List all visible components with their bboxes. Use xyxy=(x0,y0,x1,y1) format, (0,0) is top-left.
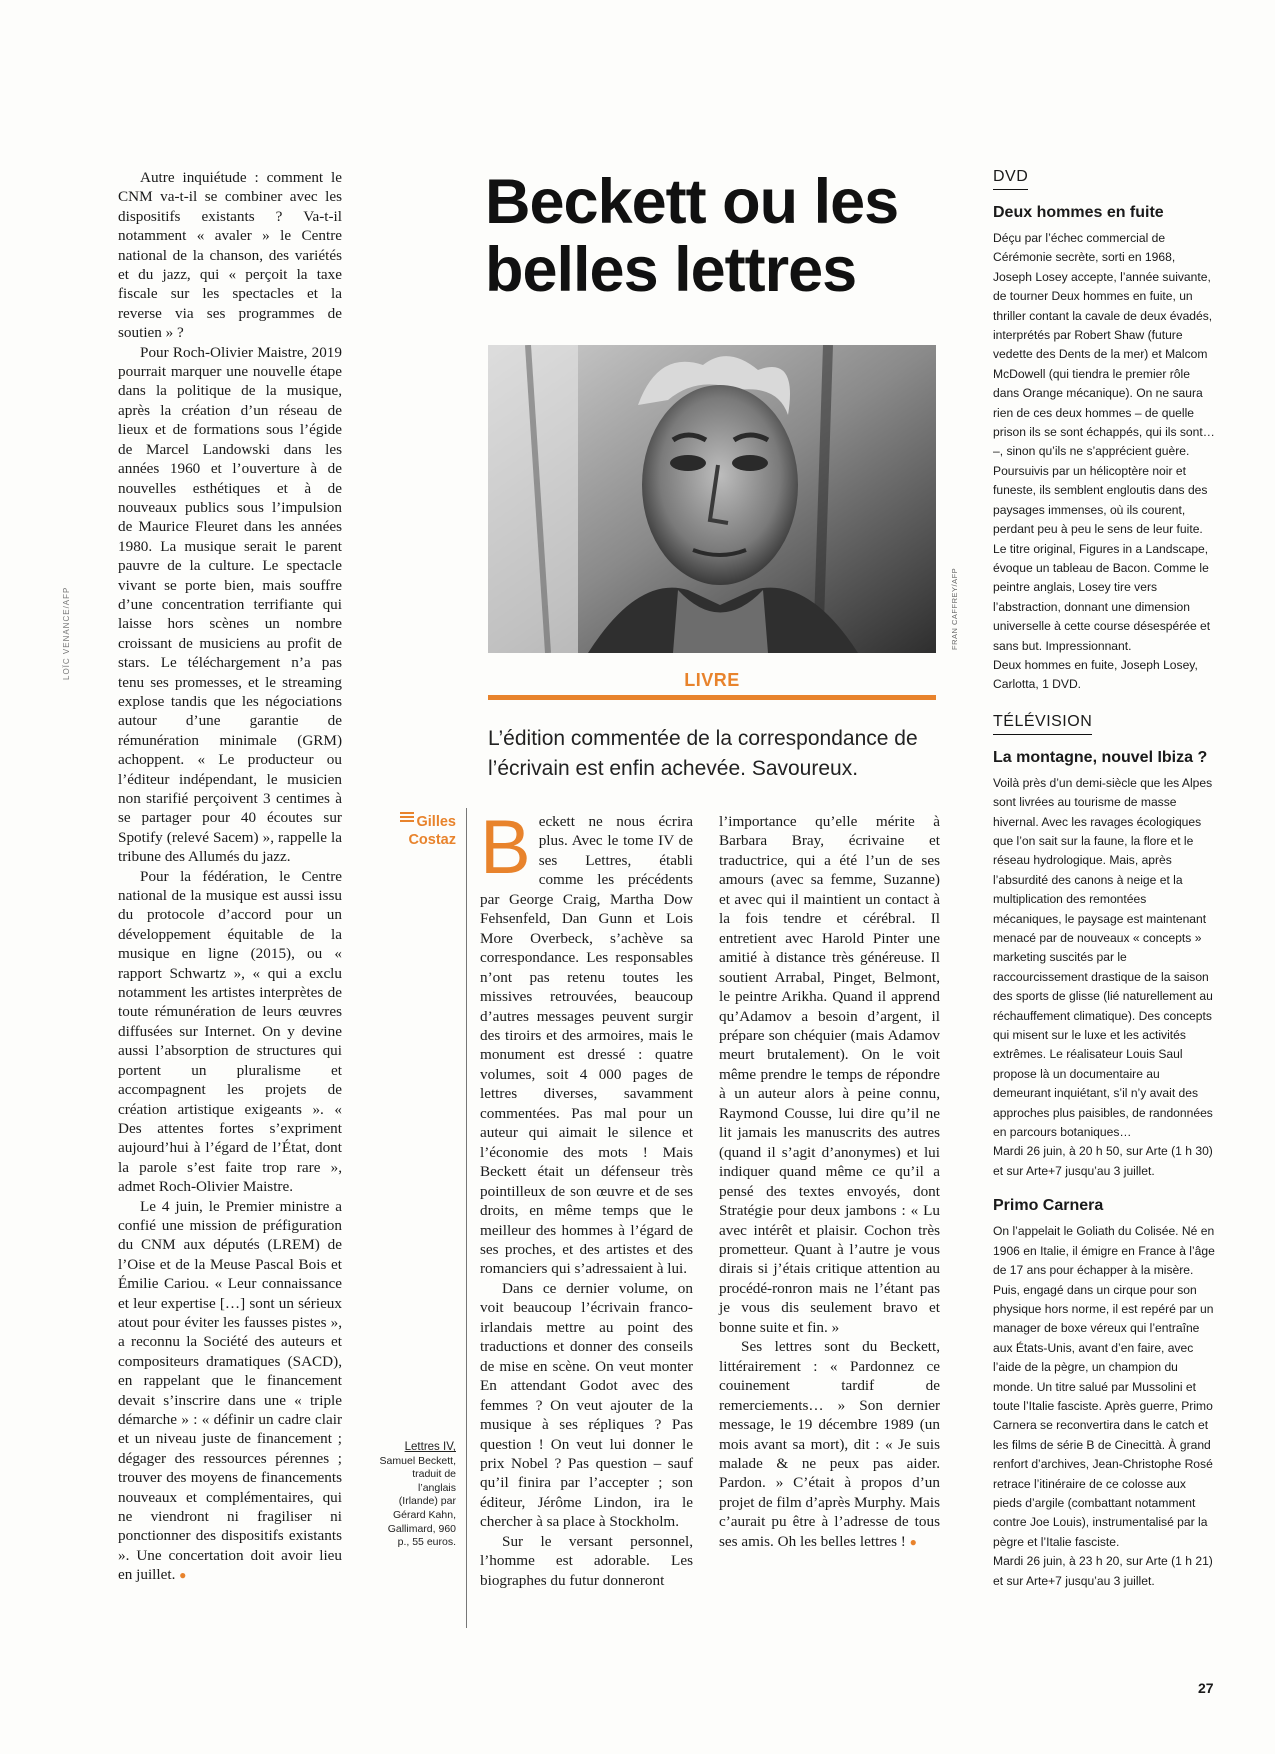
article-paragraph-5 xyxy=(719,1337,940,1552)
book-details: Samuel Beckett, traduit de l’anglais (Irlande) par Gérard Kahn, Gallimard, 960 p., 55 euros. xyxy=(379,1454,456,1549)
article-paragraph-1-text: eckett ne nous écrira plus. Avec le tome IV de ses Lettres, établi comme les précédents par George Craig, Martha Dow Fehsenfeld, Dan Gunn et Lois More Overbeck, s’achève sa correspondance. Les responsables n’ont pas retenu toutes les missives retrouvées, beaucoup d’autres messages peuvent surgir des tiroirs et des armoires, mais le monument est dressé : quatre volumes, soit 4 000 pages de lettres diverses, savamment commentées. Pas mal pour un auteur qui aimait le silence et l’économie des mots ! Mais Beckett était un défenseur très pointilleux de son œuvre et de ses droits, en même temps que le meilleur des hommes à l’égard de ses proches, et des artistes et des romanciers qui s’adressaient à lui. xyxy=(480,813,693,1278)
author-name: Gilles Costaz xyxy=(408,814,456,848)
section-rubric: LIVRE xyxy=(684,670,740,690)
drop-cap: B xyxy=(480,805,531,890)
section-dvd: DVD xyxy=(993,168,1028,190)
photo-credit-side: LOÏC VENANCE/AFP xyxy=(62,586,71,680)
sidebar-reviews xyxy=(993,168,1215,1591)
end-mark-icon: ● xyxy=(179,1568,187,1583)
tv-item-2-text: On l’appelait le Goliath du Colisée. Né en 1906 en Italie, il émigre en France à l’âge de 17 ans pour échapper à la misère. Puis, engagé dans un cirque pour son physique hors norme, il est repéré par un manager de boxe véreux qui l’entraîne aux États-Unis, avant d’en faire, avec l’aide de la pègre, un champion du monde. Un titre salué par Mussolini et toute l’Italie fasciste. Après guerre, Primo Carnera se reconvertira dans le catch et les films de série B de Cinecittà. À grand renfort d’archives, Jean-Christophe Rosé retrace l’itinéraire de ce colosse aux pieds d’argile (combattant notamment contre Joe Louis), instrumentalisé par la pègre et l’Italie fasciste. xyxy=(993,1224,1215,1549)
beckett-portrait-photo xyxy=(488,345,936,653)
end-mark-icon: ● xyxy=(909,1534,917,1549)
left-paragraph-1: Autre inquiétude : comment le CNM va-t-il se combiner avec les dispositifs existants ? Va-t-il notamment « avaler » le Centre national de la chanson, des variétés et du jazz, qui « perçoit la taxe fiscale sur les spectacles et la reverse via ses programmes de soutien » ? xyxy=(118,169,342,342)
left-paragraph-3: Pour la fédération, le Centre national de la musique est aussi issu du protocole d’accord pour un développement équitable de la musique en ligne (2015), ou « rapport Schwartz », « qui a exclu notamment les artistes interprètes de toute rémunération de leurs œuvres diffusées sur Internet. On y devine aussi l’absorption de structures qui portent un pluralisme et accompagnent les projets de création artistique exigeants ». « Des attentes fortes s’expriment aujourd’hui à l’égard de l’État, dont la parole s’est faite trop rare », admet Roch-Olivier Maistre. xyxy=(118,867,342,1196)
tv-item-2-reference: Mardi 26 juin, à 23 h 20, sur Arte (1 h 21) et sur Arte+7 jusqu’au 3 juillet. xyxy=(993,1554,1213,1588)
article-paragraph-4: l’importance qu’elle mérite à Barbara Bray, écrivaine et traductrice, qui a été l’un de ses amours (avec sa femme, Suzanne) et avec qui il maintient un contact à la fois tendre et cérébral. Il entretient avec Harold Pinter une amitié à distance très généreuse. Il soutient Arrabal, Pinget, Belmont, le peintre Arikha. Quand il apprend qu’Adamov a besoin d’argent, il prépare son chéquier (mais Adamov meurt brutalement). On le voit même prendre le temps de répondre à un auteur alors à peine connu, Raymond Cousse, lui dire qu’il ne lit jamais les manuscrits des autres (quand il s’agit d’anonymes) et lui indiquer quand même ce qu’il a pensé des textes envoyés, dont Stratégie pour deux jambons : « Lu avec intérêt et plaisir. Cochon très prometteur. Quant à l’autre je vous dirais si j’étais critique attention au procédé-ronron mais ne l’étant pas je vous dis seulement bravo et bonne suite et fin. » xyxy=(719,813,940,1336)
left-column xyxy=(118,168,342,1586)
left-paragraph-2: Pour Roch-Olivier Maistre, 2019 pourrait marquer une nouvelle étape dans la politique de la musique, après la création d’un réseau de lieux et de formations sous l’égide de Marcel Landowski dans les années 1960 et l’ouverture à de nouvelles esthétiques et à de nouveaux publics sous l’impulsion de Maurice Fleuret dans les années 1980. La musique serait le parent pauvre de la culture. Le spectacle vivant se porte bien, mais souffre d’une concentration terrifiante qui laisse hors scènes un nombre croissant de musiciens au profit de stars. Le téléchargement n’a pas tenu ses promesses, et le streaming explose tandis que les négociations autour d’une garantie de rémunération minimale (GRM) achoppent. « Le producteur ou l’éditeur indépendant, le musicien non starifié perçoivent 3 centimes à se partager pour 40 écoutes sur Spotify (relevé Sacem) », rappelle la tribune des Allumés du jazz. xyxy=(118,343,342,866)
tv-item-2-title: Primo Carnera xyxy=(993,1197,1104,1215)
dvd-reference: Deux hommes en fuite, Joseph Losey, Carlotta, 1 DVD. xyxy=(993,657,1198,692)
page-number: 27 xyxy=(1198,1680,1214,1696)
book-title: Lettres IV, xyxy=(404,1441,456,1453)
article-paragraph-1 xyxy=(480,805,693,1279)
tv-item-1-title: La montagne, nouvel Ibiza ? xyxy=(993,748,1208,766)
rubric-divider xyxy=(488,695,936,700)
tv-item-1-text: Voilà près d’un demi-siècle que les Alpes sont livrées au tourisme de masse hivernal. Avec les ravages écologiques que l’on sait sur la faune, la flore et le réseau hydrologique. Mais, après l’absurdité des canons à neige et la multiplication des remontées mécaniques, le paysage est maintenant menacé par de nouveaux « concepts » marketing suscités par le raccourcissement drastique de la saison des sports de glisse (lié naturellement au réchauffement climatique). Des concepts qui misent sur le luxe et les activités extrêmes. Le réalisateur Louis Saul propose là un documentaire au demeurant inquiétant, s’il n’y avait des approches plus paisibles, de randonnées en parcours botaniques… xyxy=(993,775,1213,1140)
section-television: TÉLÉVISION xyxy=(993,713,1092,735)
left-paragraph-4-text: Le 4 juin, le Premier ministre a confié une mission de préfiguration du CNM aux députés (LREM) de l’Oise et de la Meuse Pascal Bois et Émilie Cariou. « Leur connaissance et leur expertise […] sont un sérieux atout pour éviter les fausses pistes », a reconnu la Société des auteurs et compositeurs dramatiques (SACD), en rappelant que le financement devait s’inscrire dans une « triple démarche » : « définir un cadre clair et un niveau juste de financement ; dégager des ressources pérennes ; trouver des moyens de financements nouveaux et complémentaires, qui ne viendront ni fragiliser ni ponctionner des dispositifs existants ». Une concertation doit avoir lieu en juillet. xyxy=(118,1197,342,1584)
article-paragraph-3: Sur le versant personnel, l’homme est adorable. Les biographes du futur donneront xyxy=(480,1532,693,1589)
dvd-title: Deux hommes en fuite xyxy=(993,204,1164,221)
article-paragraph-5-text: Ses lettres sont du Beckett, littérairement : « Pardonnez ce couinement tardif de remerciements… » Son dernier message, le 19 décembre 1989 (un mois avant sa mort), dit : « Je suis malade & ne peux pas aider. Pardon. » C’était à propos d’un projet de film d’après Murphy. Mais c’aurait pu être à l’adresse de tous ses amis. Oh les belles lettres ! xyxy=(719,1338,940,1550)
portrait-illustration xyxy=(488,345,936,653)
byline xyxy=(386,812,456,849)
article-headline: Beckett ou les belles lettres xyxy=(485,167,899,305)
article-paragraph-2: Dans ce dernier volume, on voit beaucoup l’écrivain franco-irlandais mettre au point des traductions et donner des conseils de mise en scène. On veut monter En attendant Godot avec des femmes ? On veut ajouter de la musique à ses répliques ? Pas question ! On veut lui donner le prix Nobel ? Pas question – sauf qu’il finira par l’accepter ; son éditeur, Jérôme Lindon, ira le chercher à sa place à Stockholm. xyxy=(480,1279,693,1531)
left-paragraph-4 xyxy=(118,1197,342,1586)
article-column-1 xyxy=(480,805,693,1590)
photo-credit: FRAN CAFFREY/AFP xyxy=(950,567,959,650)
tv-item-1-reference: Mardi 26 juin, à 20 h 50, sur Arte (1 h 30) et sur Arte+7 jusqu’au 3 juillet. xyxy=(993,1144,1213,1178)
column-rule xyxy=(466,808,467,1628)
dvd-review: Déçu par l’échec commercial de Cérémonie secrète, sorti en 1968, Joseph Losey accepte, l’année suivante, de tourner Deux hommes en fuite, un thriller contant la cavale de deux évadés, interprétés par Robert Shaw (future vedette des Dents de la mer) et Malcom McDowell (qui tiendra le premier rôle dans Orange mécanique). On ne saura rien de ces deux hommes – de quelle prison ils se sont échappés, qui ils sont… –, sinon qu’ils ne s’apprécient guère. Poursuivis par un hélicoptère noir et funeste, ils semblent engloutis dans des paysages immenses, où ils courent, perdant peu à peu le sens de leur fuite. Le titre original, Figures in a Landscape, évoque un tableau de Bacon. Comme le peintre anglais, Losey tire vers l’abstraction, donnant une dimension universelle à cette course désespérée et sans but. Impressionnant. xyxy=(993,231,1215,653)
article-column-2 xyxy=(719,812,940,1552)
book-info xyxy=(378,1441,456,1550)
menu-lines-icon xyxy=(400,812,414,824)
article-lead: L’édition commentée de la correspondance de l’écrivain est enfin achevée. Savoureux. xyxy=(488,727,918,780)
